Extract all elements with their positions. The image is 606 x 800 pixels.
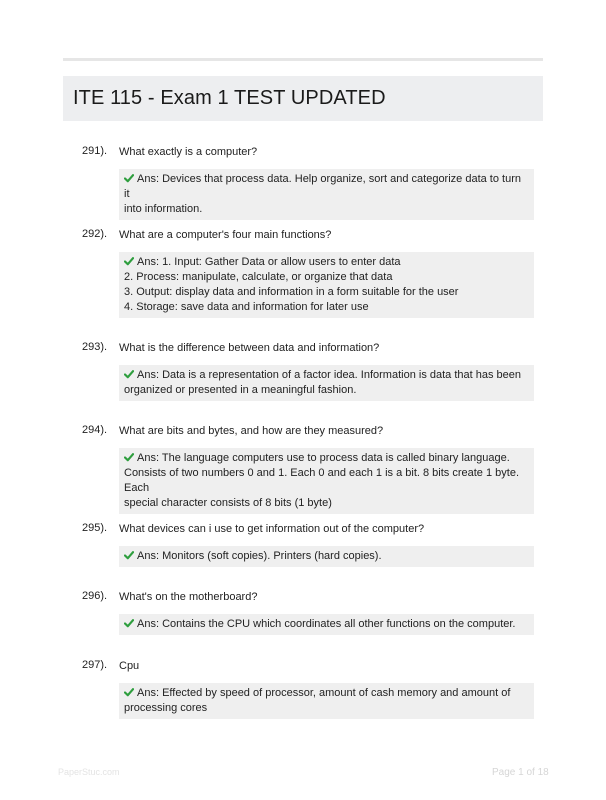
answer-box <box>119 252 534 318</box>
answer-line: special character consists of 8 bits (1 byte) <box>124 497 332 509</box>
qa-item <box>63 522 543 567</box>
answer-box <box>119 683 534 719</box>
answer-line: 2. Process: manipulate, calculate, or organize that data <box>124 271 393 283</box>
answer-box <box>119 365 534 401</box>
check-icon <box>124 256 134 266</box>
top-divider <box>63 58 543 61</box>
answer-line: Ans: Data is a representation of a factor idea. Information is data that has been <box>124 368 529 383</box>
question-text: What is the difference between data and information? <box>119 342 380 354</box>
question-text: What exactly is a computer? <box>119 146 258 158</box>
answer-line: Ans: 1. Input: Gather Data or allow users to enter data <box>124 255 529 270</box>
check-icon <box>124 452 134 462</box>
question-number: 293). <box>82 341 108 353</box>
answer-line: Ans: Devices that process data. Help organize, sort and categorize data to turn it <box>124 173 521 200</box>
answer-line: Ans: The language computers use to process data is called binary language. <box>124 451 529 466</box>
check-icon <box>124 550 134 560</box>
page-indicator: Page 1 of 18 <box>492 767 549 778</box>
answer-line: 3. Output: display data and information in a form suitable for the user <box>124 286 459 298</box>
question-number: 292). <box>82 228 108 240</box>
answer-line: processing cores <box>124 702 208 714</box>
check-icon <box>124 173 134 183</box>
answer-line: organized or presented in a meaningful fashion. <box>124 384 357 396</box>
qa-item <box>63 228 543 318</box>
page-title: ITE 115 - Exam 1 TEST UPDATED <box>73 87 386 109</box>
qa-item <box>63 590 543 635</box>
check-icon <box>124 369 134 379</box>
answer-line: into information. <box>124 203 203 215</box>
question-text: What devices can i use to get information out of the computer? <box>119 523 425 535</box>
answer-line: Ans: Contains the CPU which coordinates all other functions on the computer. <box>124 617 529 632</box>
answer-box <box>119 546 534 567</box>
question-number: 295). <box>82 522 108 534</box>
answer-line: Ans: Monitors (soft copies). Printers (hard copies). <box>124 549 529 564</box>
answer-box <box>119 614 534 635</box>
question-text: What are a computer's four main functions? <box>119 229 332 241</box>
answer-line: Ans: Effected by speed of processor, amount of cash memory and amount of <box>124 686 529 701</box>
answer-line: Consists of two numbers 0 and 1. Each 0 and each 1 is a bit. 8 bits create 1 byte. Each <box>124 467 520 494</box>
qa-item <box>63 424 543 514</box>
question-text: What are bits and bytes, and how are they measured? <box>119 425 384 437</box>
question-number: 294). <box>82 424 108 436</box>
answer-line: 4. Storage: save data and information for later use <box>124 301 369 313</box>
question-number: 291). <box>82 145 108 157</box>
title-bar <box>63 76 543 121</box>
answer-box <box>119 169 534 220</box>
qa-item <box>63 341 543 401</box>
qa-item <box>63 659 543 719</box>
footer-watermark: PaperStuc.com <box>58 767 120 777</box>
answer-box <box>119 448 534 514</box>
question-text: Cpu <box>119 660 140 672</box>
qa-item <box>63 145 543 220</box>
question-text: What's on the motherboard? <box>119 591 258 603</box>
question-number: 297). <box>82 659 108 671</box>
check-icon <box>124 687 134 697</box>
check-icon <box>124 618 134 628</box>
question-number: 296). <box>82 590 108 602</box>
